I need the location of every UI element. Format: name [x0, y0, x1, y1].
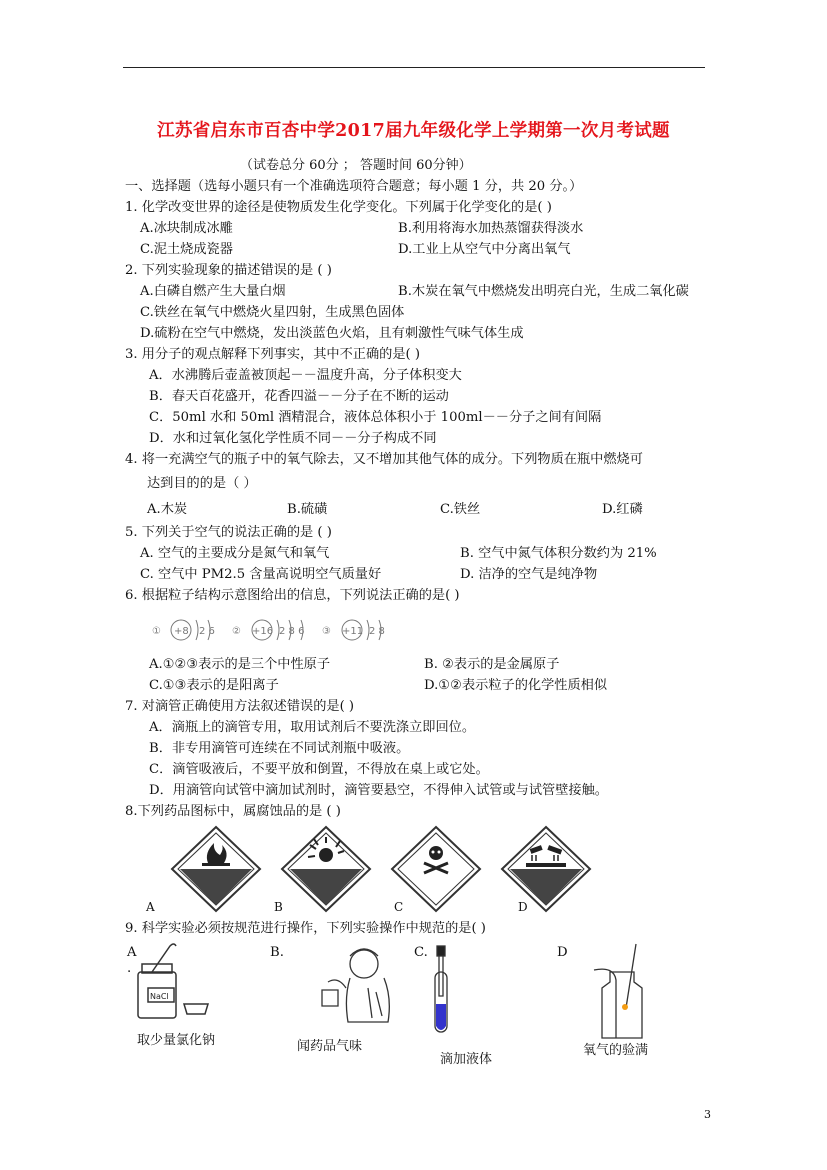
particle-1-nucleus: +8	[174, 626, 189, 637]
reagent-jar-icon	[138, 944, 208, 1018]
q2-option-b: B.木炭在氧气中燃烧发出明亮白光，生成二氧化碳	[398, 284, 689, 299]
particle-2-nucleus: +16	[252, 626, 274, 637]
q3-option-c: C．50ml 水和 50ml 酒精混合，液体总体积小于 100ml－－分子之间有间隔	[149, 410, 602, 425]
jar-label: NaCl	[150, 992, 169, 1001]
person-smelling-icon	[322, 949, 389, 1022]
particle-2-shells: 2 8 6	[279, 626, 305, 637]
q1-option-b: B.利用将海水加热蒸馏获得淡水	[398, 221, 584, 236]
particle-2-label: ②	[232, 626, 241, 637]
q5-option-c: C. 空气中 PM2.5 含量高说明空气质量好	[140, 567, 382, 582]
q8-label-b: B	[274, 900, 283, 914]
header-rule	[123, 67, 705, 68]
q3-option-b: B．春天百花盛开，花香四溢－－分子在不断的运动	[149, 389, 449, 404]
q9-label-c: C.	[414, 945, 428, 960]
corrosive-icon	[502, 827, 590, 911]
q4-option-b: B.硫磺	[287, 502, 328, 517]
q3-option-d: D．水和过氧化氢化学性质不同－－分子构成不同	[149, 431, 437, 446]
q2-option-a: A.白磷自燃产生大量白烟	[140, 284, 286, 299]
q6-option-c: C.①③表示的是阳离子	[149, 678, 279, 693]
q1-option-c: C.泥土烧成瓷器	[140, 242, 233, 257]
page-number: 3	[704, 1108, 711, 1121]
explosive-icon	[282, 827, 370, 911]
question-1: 1. 化学改变世界的途径是使物质发生化学变化。下列属于化学变化的是( )	[125, 200, 552, 215]
particle-1-label: ①	[152, 626, 161, 637]
q9-caption-a: 取少量氯化钠	[137, 1033, 216, 1048]
q6-option-d: D.①②表示粒子的化学性质相似	[424, 678, 608, 693]
q9-label-d: D	[557, 945, 568, 960]
question-4-cont: 达到目的的是（ ）	[147, 476, 257, 491]
particle-diagrams	[148, 608, 398, 654]
particle-1-shells: 2 6	[199, 626, 215, 637]
q7-option-d: D．用滴管向试管中滴加试剂时，滴管要悬空，不得伸入试管或与试管壁接触。	[149, 783, 608, 798]
q5-option-a: A. 空气的主要成分是氮气和氧气	[140, 546, 330, 561]
question-5: 5. 下列关于空气的说法正确的是 ( )	[125, 525, 332, 540]
q6-option-a: A.①②③表示的是三个中性原子	[149, 657, 331, 672]
particle-3-nucleus: +11	[342, 626, 364, 637]
question-6: 6. 根据粒子结构示意图给出的信息，下列说法正确的是( )	[125, 588, 460, 603]
q1-option-a: A.冰块制成冰雕	[140, 221, 233, 236]
q2-option-d: D.硫粉在空气中燃烧，发出淡蓝色火焰，且有刺激性气味气体生成	[140, 326, 524, 341]
q9-caption-d: 氧气的验满	[583, 1043, 649, 1058]
question-3: 3. 用分子的观点解释下列事实，其中不正确的是( )	[125, 347, 421, 362]
question-2: 2. 下列实验现象的描述错误的是 ( )	[125, 263, 332, 278]
page-title: 江苏省启东市百杏中学2017届九年级化学上学期第一次月考试题	[157, 121, 670, 141]
question-9: 9. 科学实验必须按规范进行操作，下列实验操作中规范的是( )	[125, 921, 486, 936]
q5-option-d: D. 洁净的空气是纯净物	[460, 567, 598, 582]
q8-label-a: A	[146, 900, 155, 914]
particle-3-label: ③	[322, 626, 331, 637]
question-7: 7. 对滴管正确使用方法叙述错误的是( )	[125, 699, 355, 714]
q2-option-c: C.铁丝在氧气中燃烧火星四射，生成黑色固体	[140, 305, 405, 320]
question-4: 4. 将一充满空气的瓶子中的氧气除去，又不增加其他气体的成分。下列物质在瓶中燃烧可	[125, 452, 643, 467]
exam-info: （试卷总分 60分 ； 答题时间 60分钟）	[240, 158, 472, 173]
section-heading: 一、选择题（选每小题只有一个准确选项符合题意；每小题 1 分，共 20 分。）	[125, 179, 583, 194]
q4-option-d: D.红磷	[602, 502, 643, 517]
q7-option-c: C．滴管吸液后，不要平放和倒置，不得放在桌上或它处。	[149, 762, 489, 777]
q9-stray-mark: .	[127, 961, 132, 976]
q7-option-b: B．非专用滴管可连续在不同试剂瓶中吸液。	[149, 741, 410, 756]
gas-bottle-icon	[594, 944, 642, 1038]
q8-label-c: C	[394, 900, 404, 914]
q4-option-a: A.木炭	[147, 502, 188, 517]
flammable-icon	[172, 827, 260, 911]
q9-label-a: A	[127, 945, 137, 960]
q9-caption-c: 滴加液体	[440, 1052, 493, 1067]
particle-3-shells: 2 8	[369, 626, 385, 637]
q4-option-c: C.铁丝	[440, 502, 481, 517]
toxic-icon	[392, 827, 480, 911]
q6-option-b: B. ②表示的是金属原子	[424, 657, 560, 672]
q5-option-b: B. 空气中氮气体积分数约为 21%	[460, 546, 657, 561]
q1-option-d: D.工业上从空气中分离出氧气	[398, 242, 571, 257]
question-8: 8.下列药品图标中，属腐蚀品的是 ( )	[125, 804, 341, 819]
hazard-icons	[140, 823, 610, 915]
q7-option-a: A．滴瓶上的滴管专用，取用试剂后不要洗涤立即回位。	[149, 720, 476, 735]
q3-option-a: A．水沸腾后壶盖被顶起－－温度升高，分子体积变大	[149, 368, 462, 383]
q9-label-b: B.	[270, 945, 284, 960]
dropper-tube-icon	[435, 946, 447, 1032]
q9-caption-b: 闻药品气味	[297, 1039, 363, 1054]
q8-label-d: D	[518, 900, 528, 914]
